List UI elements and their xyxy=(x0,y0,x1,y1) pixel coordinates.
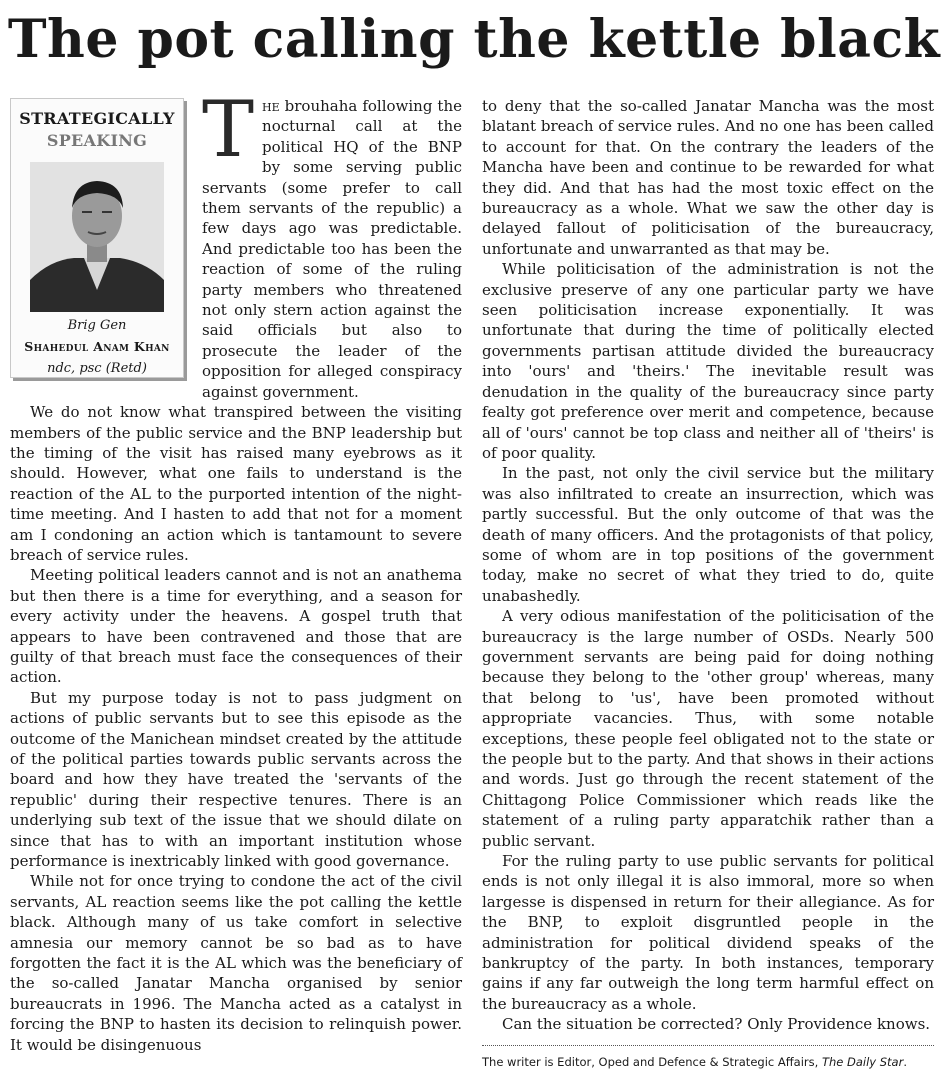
footnote-publication: The Daily Star xyxy=(821,1054,904,1069)
footnote-end: . xyxy=(903,1054,907,1069)
author-rank: Brig Gen xyxy=(67,317,127,333)
article-column-left xyxy=(10,85,462,1055)
paragraph: For the ruling party to use public servants for political ends is not only illegal it is also immoral, more so when largesse is dispensed in return for their allegiance. As for the BNP, to exploit disgruntled people in the administration for political dividend speaks of the bankruptcy of the party. In both instances, temporary gains if any far outweigh the long term harmful effect on the bureaucracy as a whole. xyxy=(482,852,934,1013)
author-credentials: ndc, psc (Retd) xyxy=(47,360,147,376)
paragraph-continued: to deny that the so-called Janatar Mancha was the most blatant breach of service rules. And no one has been called to account for that. On the contrary the leaders of the Mancha have been and continue to be rewarded for what they did. And that has had the most toxic effect on the bureaucracy as a whole. What we saw the other day is delayed fallout of politicisation of the bureaucracy, unfortunate and unwarranted as that may be. xyxy=(482,97,934,258)
paragraph: While politicisation of the administration is not the exclusive preserve of any one particular party we have seen politicisation increase exponentially. It was unfortunate that during the time of politically elected governments partisan attitude divided the bureaucracy into 'ours' and 'theirs.' The inevitable result was denudation in the quality of the bureaucracy since party fealty got preference over merit and competence, because all of 'ours' cannot be top class and neither all of 'theirs' is of poor quality. xyxy=(482,260,934,462)
drop-cap: T xyxy=(202,85,255,175)
footnote-divider xyxy=(482,1045,934,1046)
column-byline-box xyxy=(10,98,184,378)
headline: The pot calling the kettle black xyxy=(7,9,941,70)
author-portrait-icon xyxy=(30,162,164,312)
paragraph: Can the situation be corrected? Only Providence knows. xyxy=(502,1015,931,1034)
writer-footnote xyxy=(482,1052,934,1072)
paragraph: Meeting political leaders cannot and is not an anathema but then there is a time for everything, and a season for every activity under the heavens. A gospel truth that appears to have been contravened and those that are guilty of that breach must face the consequences of their action. xyxy=(10,566,462,687)
paragraph: In the past, not only the civil service but the military was also infiltrated to create an insurrection, which was partly successful. But the only outcome of that was the death of many officers. And the protagonists of that policy, some of whom are in top positions of the government today, make no secret of what they tried to do, quite unabashedly. xyxy=(482,464,934,605)
column-kicker-line2: SPEAKING xyxy=(46,131,148,151)
paragraph: While not for once trying to condone the act of the civil servants, AL reaction seems like the pot calling the kettle black. Although many of us take comfort in selective amnesia our memory cannot be so bad as to have forgotten the fact it is the AL which was the beneficiary of the so-called Janatar Mancha organised by senior bureaucrats in 1996. The Mancha acted as a catalyst in forcing the BNP to hasten its decision to relinquish power. It would be disingenuous xyxy=(10,872,462,1054)
paragraph: We do not know what transpired between the visiting members of the public service and the BNP leadership but the timing of the visit has raised many eyebrows as it should. However, what one fails to understand is the reaction of the AL to the purported intention of the night-time meeting. And I hasten to add that not for a moment am I condoning an action which is tantamount to severe breach of service rules. xyxy=(10,403,462,564)
column-kicker-line1: STRATEGICALLY xyxy=(19,109,175,128)
lead-small-caps: he xyxy=(262,97,280,115)
footnote-text: The writer is Editor, Oped and Defence & Strategic Affairs, xyxy=(482,1054,822,1069)
paragraph-lead-text: brouhaha following the nocturnal call at the political HQ of the BNP by some serving public servants (some prefer to call them servants of the republic) a few days ago was predictable. And predictable too has been the reaction of some of the ruling party members who threatened not only stern action against the said officials but also to prosecute the leader of the opposition for alleged conspiracy against government. xyxy=(202,97,462,401)
paragraph: A very odious manifestation of the politicisation of the bureaucracy is the large number of OSDs. Nearly 500 government servants are being paid for doing nothing because they belong to the 'other group' whereas, many that belong to 'us', have been promoted without appropriate vacancies. Thus, with some notable exceptions, these people feel obligated not to the state or the people but to the party. And that shows in their actions and words. Just go through the recent statement of the Chittagong Police Commissioner which reads like the statement of a ruling party apparatchik rather than a public servant. xyxy=(482,607,934,850)
article-column-right xyxy=(482,96,934,1072)
author-name: Shahedul Anam Khan xyxy=(24,339,170,355)
paragraph: But my purpose today is not to pass judgment on actions of public servants but to see this episode as the outcome of the Manichean mindset created by the attitude of the political parties towards public servants across the board and how they have treated the 'servants of the republic' during their respective tenures. There is an underlying sub text of the issue that we should dilate on since that has to with an important institution whose performance is inextricably linked with good governance. xyxy=(10,688,462,871)
